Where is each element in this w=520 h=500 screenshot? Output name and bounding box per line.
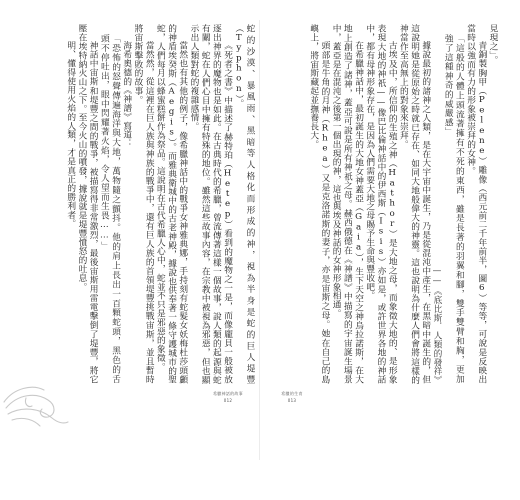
left-paragraph-7: 明、懂得使用火焰的人類，才是真正的勝利者。	[65, 41, 76, 229]
right-paragraph-5: 頭部是牛角的月神（Rhea）又是克洛諾斯的妻子，亦是宙斯之母。她在自己的島嶼上，將宙斯藏起並撫養長大。	[308, 24, 330, 384]
left-paragraph-3: 當然也有其他的例子，像希臘神話中的戰爭女神雅典娜，手持刻有蛇髮女妖梅杜莎頭顱的神盾埃癸斯（Aegis）。而雅典衛城中的古老神殿，據說也供奉著一條守護城市的聖蛇，人們每月以蜂蜜糕餅作為祭品。這說明在古代希臘人心中，蛇並不只是邪惡的象徵。	[155, 24, 188, 384]
left-quote: 「恐怖的怒聲傳遍海洋與大地，萬物隨之顫抖。他的肩上長出一百顆蛇頭，黑色的舌頭不停吐出，眼中閃耀著火焰，令人望而生畏……」	[99, 34, 121, 384]
right-paragraph-1: 青銅製胸甲（Pelene）雕像（西元前二千年前半，圖6）等等，可說是反映出當時以強而有力的形象被崇拜的女神。	[465, 24, 487, 384]
right-paragraph-2: 據說最初的諸神之人類，是在大宇宙中誕生，乃是從混沌中產生，在黑暗中誕生的，但這說明她是從原始之時就已存在、如同大地般偉大的神靈。這也說明為什麼人們會將這樣的神當作至高無上的對象來崇拜。	[398, 24, 431, 384]
left-page-number: 012	[223, 398, 233, 403]
left-page-text	[18, 24, 255, 384]
left-paragraph-1: 蛇的沙漠、暴風雨、黑暗等人格化而形成的神，視為半身是蛇的巨人堤豐（Typhon）。	[233, 24, 255, 384]
right-page-number: 013	[287, 398, 297, 403]
left-running-footer: 希臘神話的故事	[212, 391, 244, 396]
right-quote-attribution: ——《底比斯．人類的發祥》	[431, 265, 442, 384]
flourish-ornament	[2, 378, 72, 432]
right-header-line: 見現之」。	[488, 24, 498, 65]
left-paragraph-2: 《死者之書》中描述了赫特珀（Hetep）看到的魔物之一是，而像龐貝一般被放逐出神界的魔物也是如此。在古典時代的希臘，曾流傳著這樣一個故事，說人類的起源與蛇有關，蛇在人們心目中擁有特殊的地位。雖然這些故事內容，在宗教中被視為邪惡，但也顯示出人類對蛇的複雜感情。	[188, 24, 233, 384]
left-paragraph-6: 神話中宙斯和堤豐之間的戰爭，被描寫得非常激烈，最後宙斯用雷電擊倒了堤豐，將它壓在埃特納火山之下。至今火山的噴發，據說就是堤豐憤怒的吐息。	[76, 24, 99, 384]
left-paragraph-5: 海希奧德的《神譜》寫道：	[121, 41, 132, 149]
right-page-text	[258, 24, 498, 384]
right-running-footer: 希臘的生育	[281, 391, 303, 396]
right-paragraph-3: 古埃及中，所信仰的生殖之神（Hathor）是大地之母，而象徵大地的、是形象表現大地的神祇——像巴比倫神話中的伊西斯（Isis）亦如是，或許世界各地的神話中，都有母神形象存在，是因為人們需要大地之母賜予生命與豐收吧。	[364, 24, 398, 384]
right-paragraph-4: 在希臘神話中，最初誕生的大地女神蓋亞（Gaia），生下天空之神烏拉諾斯，在大地上創造了諸神，蓋亞可說是所有神祇之母。赫西俄德在《神譜》中描寫的宇宙誕生場景中，蓋亞是在混沌之後第一個出現的神，這也與埃及神話的女神形象相通。	[331, 24, 364, 384]
left-paragraph-4: 當然然，從這裡在巨人族與神族的戰爭中，還有巨人族的首領堤豐挑戰宙斯，並且暫時將宙斯擊敗的故事。	[132, 24, 155, 384]
right-quote: 「這般的人體上頭流著擁有不死的東西，雖是長著的羽翼和腳，雙手雙臂和胸，更加強了這種神奇的威嚴感」	[443, 34, 465, 384]
